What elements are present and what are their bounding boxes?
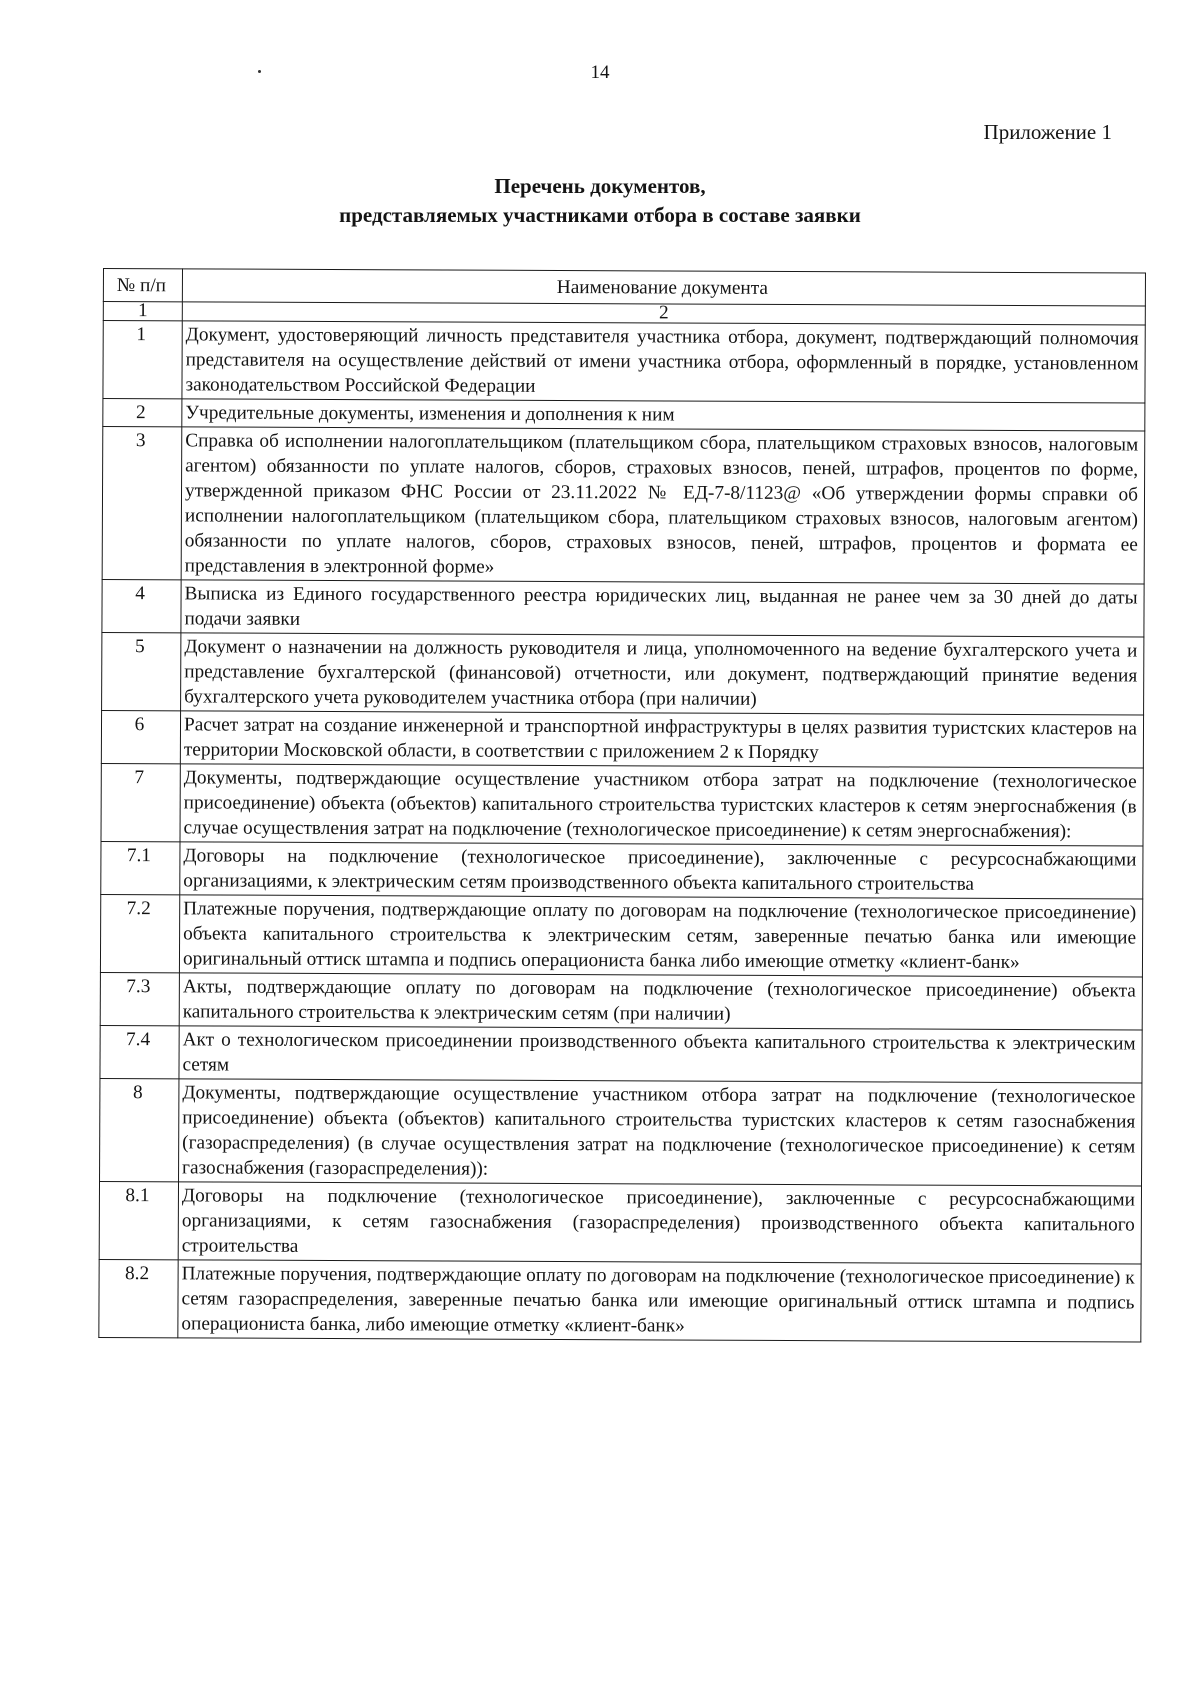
- row-number: 7.4: [100, 1025, 179, 1078]
- index-num: 1: [103, 302, 182, 321]
- row-document-name: Документы, подтверждающие осуществление участником отбора затрат на подключение (технологическое присоединение) объекта (объектов) капитального строительства туристских кластеров к сетям энергоснабжения (в случае осуществления затрат на подключение (технологическое присоединение) к сетям энергоснабжения):: [180, 764, 1143, 846]
- appendix-label: Приложение 1: [983, 120, 1112, 144]
- row-number: 2: [103, 399, 182, 427]
- row-number: 8.2: [99, 1259, 178, 1337]
- row-document-name: Платежные поручения, подтверждающие оплату по договорам на подключение (технологическое присоединение) объекта капитального строительства к электрическим сетям, заверенные печатью банка или имеющие оригинальный оттиск штампа и подпись операциониста банка либо имеющие отметку «клиент-банк»: [179, 895, 1142, 977]
- stray-dot: [258, 70, 261, 73]
- table-row: [101, 710, 1143, 768]
- row-document-name: Документы, подтверждающие осуществление участником отбора затрат на подключение (технологическое присоединение) объекта (объектов) капитального строительства туристских кластеров к сетям газоснабжения (газораспределения) (в случае осуществления затрат на подключение (технологическое присоединение) к сетям газоснабжения (газораспределения)):: [179, 1079, 1142, 1186]
- row-number: 7.1: [101, 841, 180, 894]
- row-number: 7.3: [100, 972, 179, 1025]
- header-name: Наименование документа: [182, 269, 1145, 306]
- table-row: [102, 579, 1144, 637]
- row-document-name: Договоры на подключение (технологическое присоединение), заключенные с ресурсоснабжающими организациями, к электрическим сетям производственного объекта капитального строительства: [180, 842, 1143, 899]
- table-row: [103, 321, 1145, 404]
- index-name: 2: [182, 302, 1145, 325]
- row-number: 7.2: [100, 894, 179, 972]
- document-title: [0, 172, 1200, 230]
- table-row: [101, 841, 1143, 899]
- table-row: [101, 763, 1143, 846]
- row-number: 6: [101, 710, 180, 763]
- row-document-name: Учредительные документы, изменения и дополнения к ним: [182, 399, 1145, 431]
- table-row: [100, 1078, 1142, 1186]
- page-number: 14: [590, 62, 610, 83]
- row-document-name: Акты, подтверждающие оплату по договорам на подключение (технологическое присоединение) объекта капитального строительства к электрическим сетям (при наличии): [179, 973, 1142, 1030]
- row-document-name: Выписка из Единого государственного реестра юридических лиц, выданная не ранее чем за 30 дней до даты подачи заявки: [181, 580, 1144, 637]
- row-document-name: Справка об исполнении налогоплательщиком (плательщиком сбора, плательщиком страховых взносов, налоговым агентом) обязанности по уплате налогов, сборов, страховых взносов, пеней, штрафов, процентов по форме, утвержденной приказом ФНС России от 23.11.2022 № ЕД-7-8/1123@ «Об утверждении формы справки об исполнении налогоплательщиком (плательщиком сбора, плательщиком страховых взносов, налоговым агентом) обязанности по уплате налогов, сборов, страховых взносов, пеней, штрафов, процентов и формата ее представления в электронной форме»: [181, 427, 1145, 584]
- row-document-name: Договоры на подключение (технологическое присоединение), заключенные с ресурсоснабжающими организациями, к сетям газоснабжения (газораспределения) производственного объекта капитального строительства: [178, 1182, 1141, 1264]
- table-row: [100, 972, 1142, 1030]
- row-number: 8.1: [99, 1181, 178, 1259]
- row-document-name: Документ, удостоверяющий личность представителя участника отбора, документ, подтверждающий полномочия представителя на осуществление действий от имени участника отбора, оформленный в порядке, установленном законодательством Российской Федерации: [182, 321, 1145, 403]
- table-row: [102, 632, 1144, 715]
- table-header-row: [103, 269, 1145, 307]
- table-row: [100, 894, 1142, 977]
- table-row: [102, 427, 1145, 585]
- row-number: 3: [102, 427, 182, 580]
- table-row: [99, 1181, 1141, 1264]
- row-number: 8: [100, 1078, 179, 1181]
- title-line-2: представляемых участниками отбора в составе заявки: [339, 203, 861, 227]
- row-number: 4: [102, 579, 181, 632]
- row-number: 7: [101, 763, 180, 841]
- row-document-name: Расчет затрат на создание инженерной и транспортной инфраструктуры в целях развития туристских кластеров на территории Московской области, в соответствии с приложением 2 к Порядку: [180, 711, 1143, 768]
- row-document-name: Документ о назначении на должность руководителя и лица, уполномоченного на ведение бухгалтерского учета и представление бухгалтерской (финансовой) отчетности, или документ, подтверждающий принятие ведения бухгалтерского учета руководителем участника отбора (при наличии): [181, 633, 1144, 715]
- row-number: 5: [102, 632, 181, 710]
- table-row: [100, 1025, 1142, 1083]
- row-number: 1: [103, 321, 182, 399]
- row-document-name: Платежные поручения, подтверждающие оплату по договорам на подключение (технологическое присоединение) к сетям газораспределения, заверенные печатью банка или имеющие оригинальный оттиск штампа и подпись операциониста банка, либо имеющие отметку «клиент-банк»: [178, 1260, 1141, 1342]
- title-line-1: Перечень документов,: [494, 174, 706, 198]
- row-document-name: Акт о технологическом присоединении производственного объекта капитального строительства к электрическим сетям: [179, 1026, 1142, 1083]
- header-num: № п/п: [103, 269, 182, 302]
- table-row: [103, 399, 1145, 432]
- table-row: [99, 1259, 1141, 1342]
- documents-table: [98, 268, 1146, 1343]
